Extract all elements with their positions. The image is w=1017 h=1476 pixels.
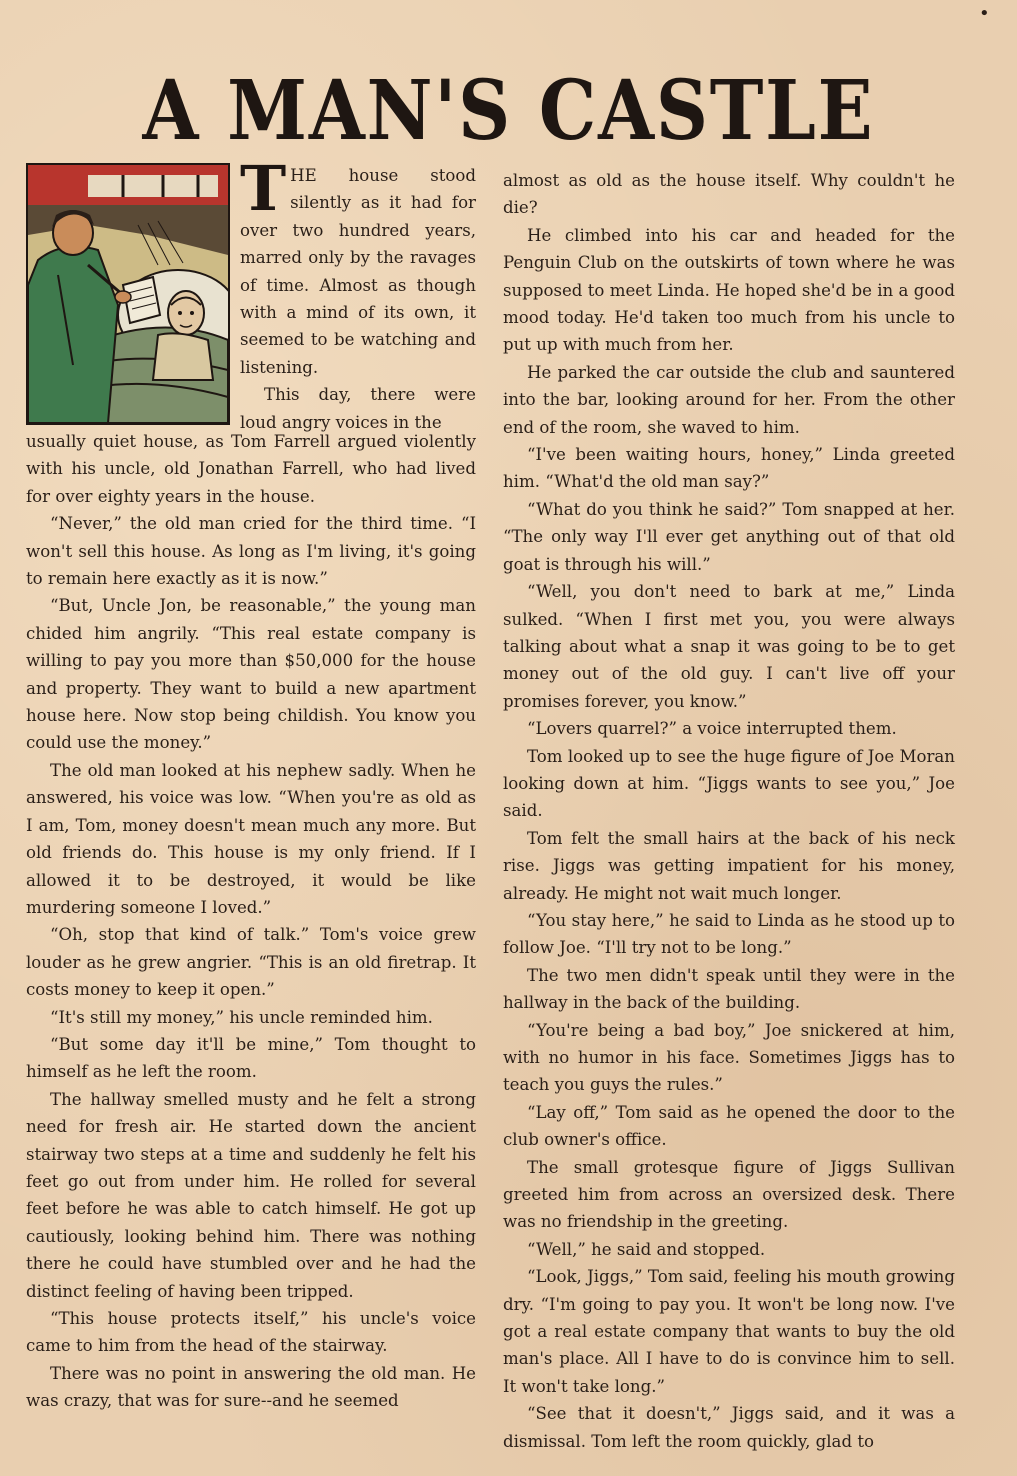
left-paragraph: “But, Uncle Jon, be reasonable,” the young man chided him angrily. “This real estate company is willing to pay you more than $50,000 for the house and property. They want to build a new apartment house here. Now stop being childish. You know you could use the money.” [26, 596, 476, 753]
right-paragraph: He parked the car outside the club and sauntered into the bar, looking around for her. From the other end of the room, she waved to him. [503, 362, 955, 437]
story-title: A MAN'S CASTLE [142, 63, 875, 159]
right-paragraph: “I've been waiting hours, honey,” Linda greeted him. “What'd the old man say?” [503, 445, 955, 492]
left-paragraph: “This house protects itself,” his uncle's voice came to him from the head of the stairway. [26, 1309, 476, 1356]
right-paragraph: The two men didn't speak until they were in the hallway in the back of the building. [503, 965, 955, 1013]
right-paragraph: Tom felt the small hairs at the back of his neck rise. Jiggs was getting impatient for his money, already. He might not wait much longer. [503, 828, 955, 903]
right-paragraph: “What do you think he said?” Tom snapped at her. “The only way I'll ever get anything out of that old goat is through his will.” [503, 499, 955, 574]
right-paragraph: “Look, Jiggs,” Tom said, feeling his mouth growing dry. “I'm going to pay you. It won't be long now. I've got a real estate company that wants to buy the old man's place. All I have to do is convince him to sell. It won't take long.” [503, 1267, 955, 1396]
right-paragraph: Tom looked up to see the huge figure of Joe Moran looking down at him. “Jiggs wants to see you,” Joe said. [503, 746, 955, 821]
story-left-column [26, 428, 476, 1415]
right-paragraph: He climbed into his car and headed for the Penguin Club on the outskirts of town where he was supposed to meet Linda. He hoped she'd be in a good mood today. He'd taken too much from his uncle to put up with much from her. [503, 225, 955, 355]
left-paragraph: “It's still my money,” his uncle reminded him. [50, 1007, 433, 1027]
left-paragraph: “But some day it'll be mine,” Tom thought to himself as he left the room. [26, 1034, 476, 1082]
right-paragraph: “Lovers quarrel?” a voice interrupted them. [527, 719, 897, 739]
story-right-column [503, 167, 955, 1455]
right-paragraph: “You stay here,” he said to Linda as he stood up to follow Joe. “I'll try not to be long.” [503, 910, 955, 958]
right-paragraph: almost as old as the house itself. Why couldn't he die? [503, 171, 955, 218]
illustration-bedroom-scene-icon [28, 165, 228, 423]
right-paragraph: “You're being a bad boy,” Joe snickered at him, with no humor in his face. Sometimes Jiggs has to teach you guys the rules.” [503, 1020, 955, 1095]
story-intro-column [240, 152, 476, 436]
intro-paragraph-2-start: This day, there were loud angry voices in the [240, 385, 476, 432]
right-paragraph: “See that it doesn't,” Jiggs said, and it was a dismissal. Tom left the room quickly, glad to [503, 1404, 955, 1451]
left-paragraph: “Never,” the old man cried for the third time. “I won't sell this house. As long as I'm living, it's going to remain here exactly as it is now.” [26, 514, 476, 589]
left-paragraph: The old man looked at his nephew sadly. When he answered, his voice was low. “When you're as old as I am, Tom, money doesn't mean much any more. But old friends do. This house is my only friend. If I allowed it to be destroyed, it would be like murdering someone I loved.” [26, 760, 476, 917]
right-paragraph: “Well,” he said and stopped. [527, 1239, 766, 1259]
right-paragraph: “Well, you don't need to bark at me,” Linda sulked. “When I first met you, you were always talking about what a snap it was going to be to get money out of the old guy. I can't live off your promises forever, you know.” [503, 582, 955, 711]
left-paragraph: The hallway smelled musty and he felt a strong need for fresh air. He started down the ancient stairway two steps at a time and suddenly he felt his feet go out from under him. He rolled for several feet before he was able to catch himself. He got up cautiously, looking behind him. There was nothing there he could have stumbled over and he had the distinct feeling of having been tripped. [26, 1089, 476, 1301]
left-paragraph: There was no point in answering the old man. He was crazy, that was for sure--and he seemed [26, 1363, 476, 1411]
left-paragraph: “Oh, stop that kind of talk.” Tom's voice grew louder as he grew angrier. “This is an old firetrap. It costs money to keep it open.” [26, 925, 476, 1000]
story-illustration [26, 163, 230, 425]
corner-mark: • [979, 3, 990, 24]
right-paragraph: “Lay off,” Tom said as he opened the door to the club owner's office. [503, 1102, 955, 1150]
intro-text: HE house stood silently as it had for over two hundred years, marred only by the ravages of time. Almost as though with a mind of its own, it seemed to be watching and listening. [240, 166, 476, 377]
story-intro-paragraph [240, 152, 476, 381]
drop-cap: T [240, 152, 287, 225]
right-paragraph: The small grotesque figure of Jiggs Sullivan greeted him from across an oversized desk. There was no friendship in the greeting. [503, 1157, 955, 1232]
left-paragraph: usually quiet house, as Tom Farrell argued violently with his uncle, old Jonathan Farrell, who had lived for over eighty years in the house. [26, 432, 476, 506]
